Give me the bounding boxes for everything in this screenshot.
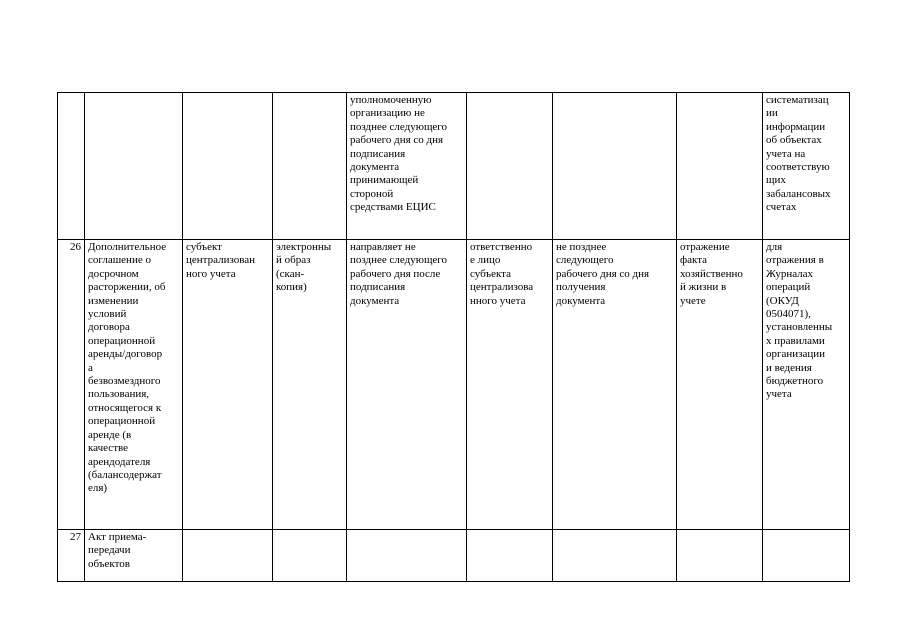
- cell-text: субъект централизован ного учета: [186, 241, 256, 280]
- cell-text: уполномоченную организацию не позднее следующего рабочего дня со дня подписания документа принимающей стороной средствами ЕЦИС: [350, 94, 448, 214]
- submission-cell: [347, 93, 467, 240]
- deadline-cell: [553, 240, 677, 530]
- cell-text: ответственно е лицо субъекта централизова нного учета: [470, 241, 534, 307]
- cell-text: не позднее следующего рабочего дня со дня получения документа: [556, 241, 650, 307]
- document-name-cell: [85, 530, 183, 582]
- format-cell: [273, 93, 347, 240]
- purpose-cell: [763, 93, 850, 240]
- table-row: [58, 530, 850, 582]
- cell-text: Акт приема- передачи объектов: [88, 531, 147, 570]
- responsible-cell: [467, 530, 553, 582]
- action-cell: [677, 240, 763, 530]
- cell-text: электронны й образ (скан- копия): [276, 241, 332, 294]
- responsible-cell: [467, 240, 553, 530]
- deadline-cell: [553, 530, 677, 582]
- action-cell: [677, 530, 763, 582]
- cell-text: систематизац ии информации об объектах учета на соответствую щих забалансовых счетах: [766, 94, 831, 214]
- cell-text: направляет не позднее следующего рабочего дня после подписания документа: [350, 241, 448, 307]
- purpose-cell: [763, 530, 850, 582]
- format-cell: [273, 240, 347, 530]
- document-table: [57, 92, 850, 582]
- row-number-cell: [58, 240, 85, 530]
- creator-cell: [183, 530, 273, 582]
- format-cell: [273, 530, 347, 582]
- document-name-cell: [85, 93, 183, 240]
- table-row: [58, 93, 850, 240]
- cell-text: отражение факта хозяйственно й жизни в учете: [680, 241, 743, 307]
- cell-text: 26: [70, 241, 81, 253]
- row-number-cell: [58, 93, 85, 240]
- table-row: [58, 240, 850, 530]
- deadline-cell: [553, 93, 677, 240]
- action-cell: [677, 93, 763, 240]
- row-number-cell: [58, 530, 85, 582]
- cell-text: Дополнительное соглашение о досрочном расторжении, об изменении условий договора операционной аренды/договор а безвозмездного пользования, относящегося к операционной аренде (в качестве арендодателя (балансодержат еля): [88, 241, 167, 495]
- submission-cell: [347, 530, 467, 582]
- document-name-cell: [85, 240, 183, 530]
- submission-cell: [347, 240, 467, 530]
- responsible-cell: [467, 93, 553, 240]
- creator-cell: [183, 240, 273, 530]
- cell-text: 27: [70, 531, 81, 543]
- creator-cell: [183, 93, 273, 240]
- purpose-cell: [763, 240, 850, 530]
- cell-text: для отражения в Журналах операций (ОКУД 0504071), установленны х правилами организации и ведения бюджетного учета: [766, 241, 833, 401]
